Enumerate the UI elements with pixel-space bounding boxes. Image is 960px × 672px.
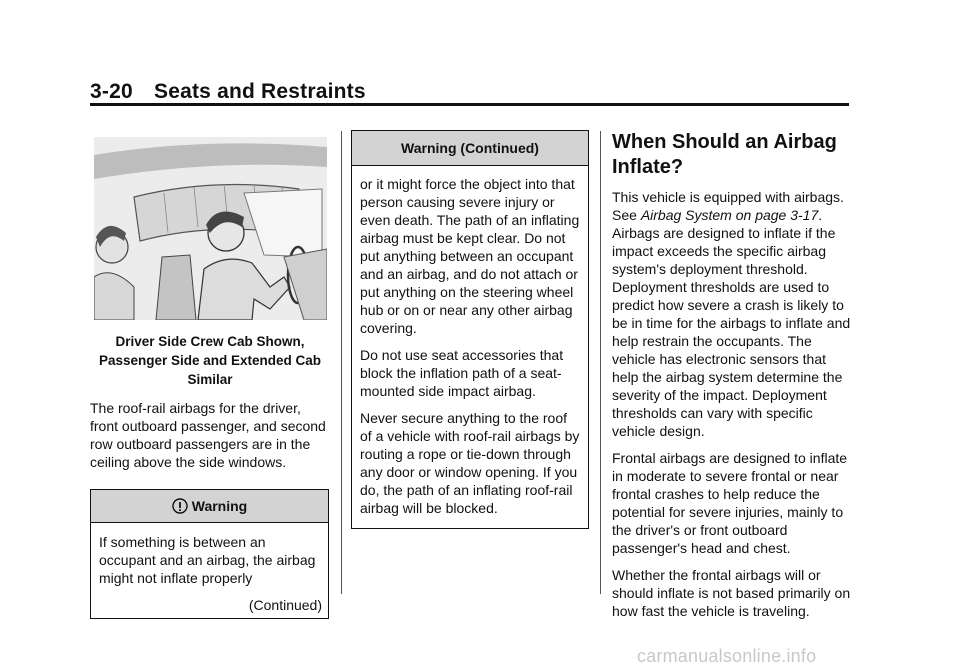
p1-suffix: . Airbags are designed to inflate if the impact exceeds the specific airbag system's deployment threshold. Deployment thresholds are used to predict how severe a crash is likely to be in time for the airbags to inflate and help restrain the occupants. The vehicle has electronic sensors that help the airbag system determine the severity of the impact. Deployment thresholds can vary with specific vehicle design. [612, 207, 851, 439]
page-number: 3-20 [90, 80, 133, 103]
warning-text: If something is between an occupant and an airbag, the airbag might not inflate properly [99, 534, 316, 586]
airbag-illustration [94, 137, 327, 320]
column-1 [90, 130, 330, 619]
column-2 [351, 130, 589, 529]
warning-icon [172, 498, 188, 514]
header-rule [90, 103, 849, 106]
section-heading: When Should an Airbag Inflate? [612, 131, 837, 178]
watermark: carmanualsonline.info [637, 646, 817, 666]
inflate-paragraph-2: Frontal airbags are designed to inflate in moderate to severe frontal or near frontal crashes to help reduce the potential for severe injuries, mainly to the driver's or front outboard passenger's head and chest. [612, 450, 848, 556]
inflate-paragraph-1 [612, 188, 852, 440]
inflate-paragraph-3: Whether the frontal airbags will or should inflate is not based primarily on how fast the vehicle is traveling. [612, 567, 851, 619]
roof-rail-paragraph: The roof-rail airbags for the driver, front outboard passenger, and second row outboard passengers are in the ceiling above the side windows. [90, 400, 326, 470]
warning-box [90, 489, 329, 619]
p1-prefix: This vehicle is equipped with airbags. See [612, 189, 844, 223]
column-3 [612, 130, 852, 620]
page-title: Seats and Restraints [154, 80, 366, 103]
figure-caption: Driver Side Crew Cab Shown, Passenger Side and Extended Cab Similar [98, 334, 322, 387]
warning-paragraph-3: Never secure anything to the roof of a vehicle with roof-rail airbags by routing a rope or tie-down through any door or window opening. If you do, the path of an inflating roof-rail airbag will be blocked. [360, 410, 580, 516]
warning-header [91, 490, 328, 523]
warning-continued-box [351, 130, 589, 529]
warning-continued-body [352, 166, 588, 523]
warning-paragraph-1: or it might force the object into that person causing severe injury or even death. The path of an inflating airbag must be kept clear. Do not put anything between an occupant and an airbag, and do not attach or put anything on the steering wheel hub or on or near any other airbag covering. [360, 176, 580, 336]
continued-label: (Continued) [248, 597, 322, 613]
page-header [90, 80, 366, 104]
warning-body [91, 523, 328, 618]
warning-title: Warning [191, 498, 248, 514]
column-divider-1 [341, 131, 342, 594]
column-divider-2 [600, 131, 601, 594]
airbag-system-link[interactable]: Airbag System on page 3-17 [640, 207, 819, 223]
warning-continued-header: Warning (Continued) [352, 131, 588, 166]
warning-paragraph-2: Do not use seat accessories that block the inflation path of a seat-mounted side impact airbag. [360, 347, 564, 399]
